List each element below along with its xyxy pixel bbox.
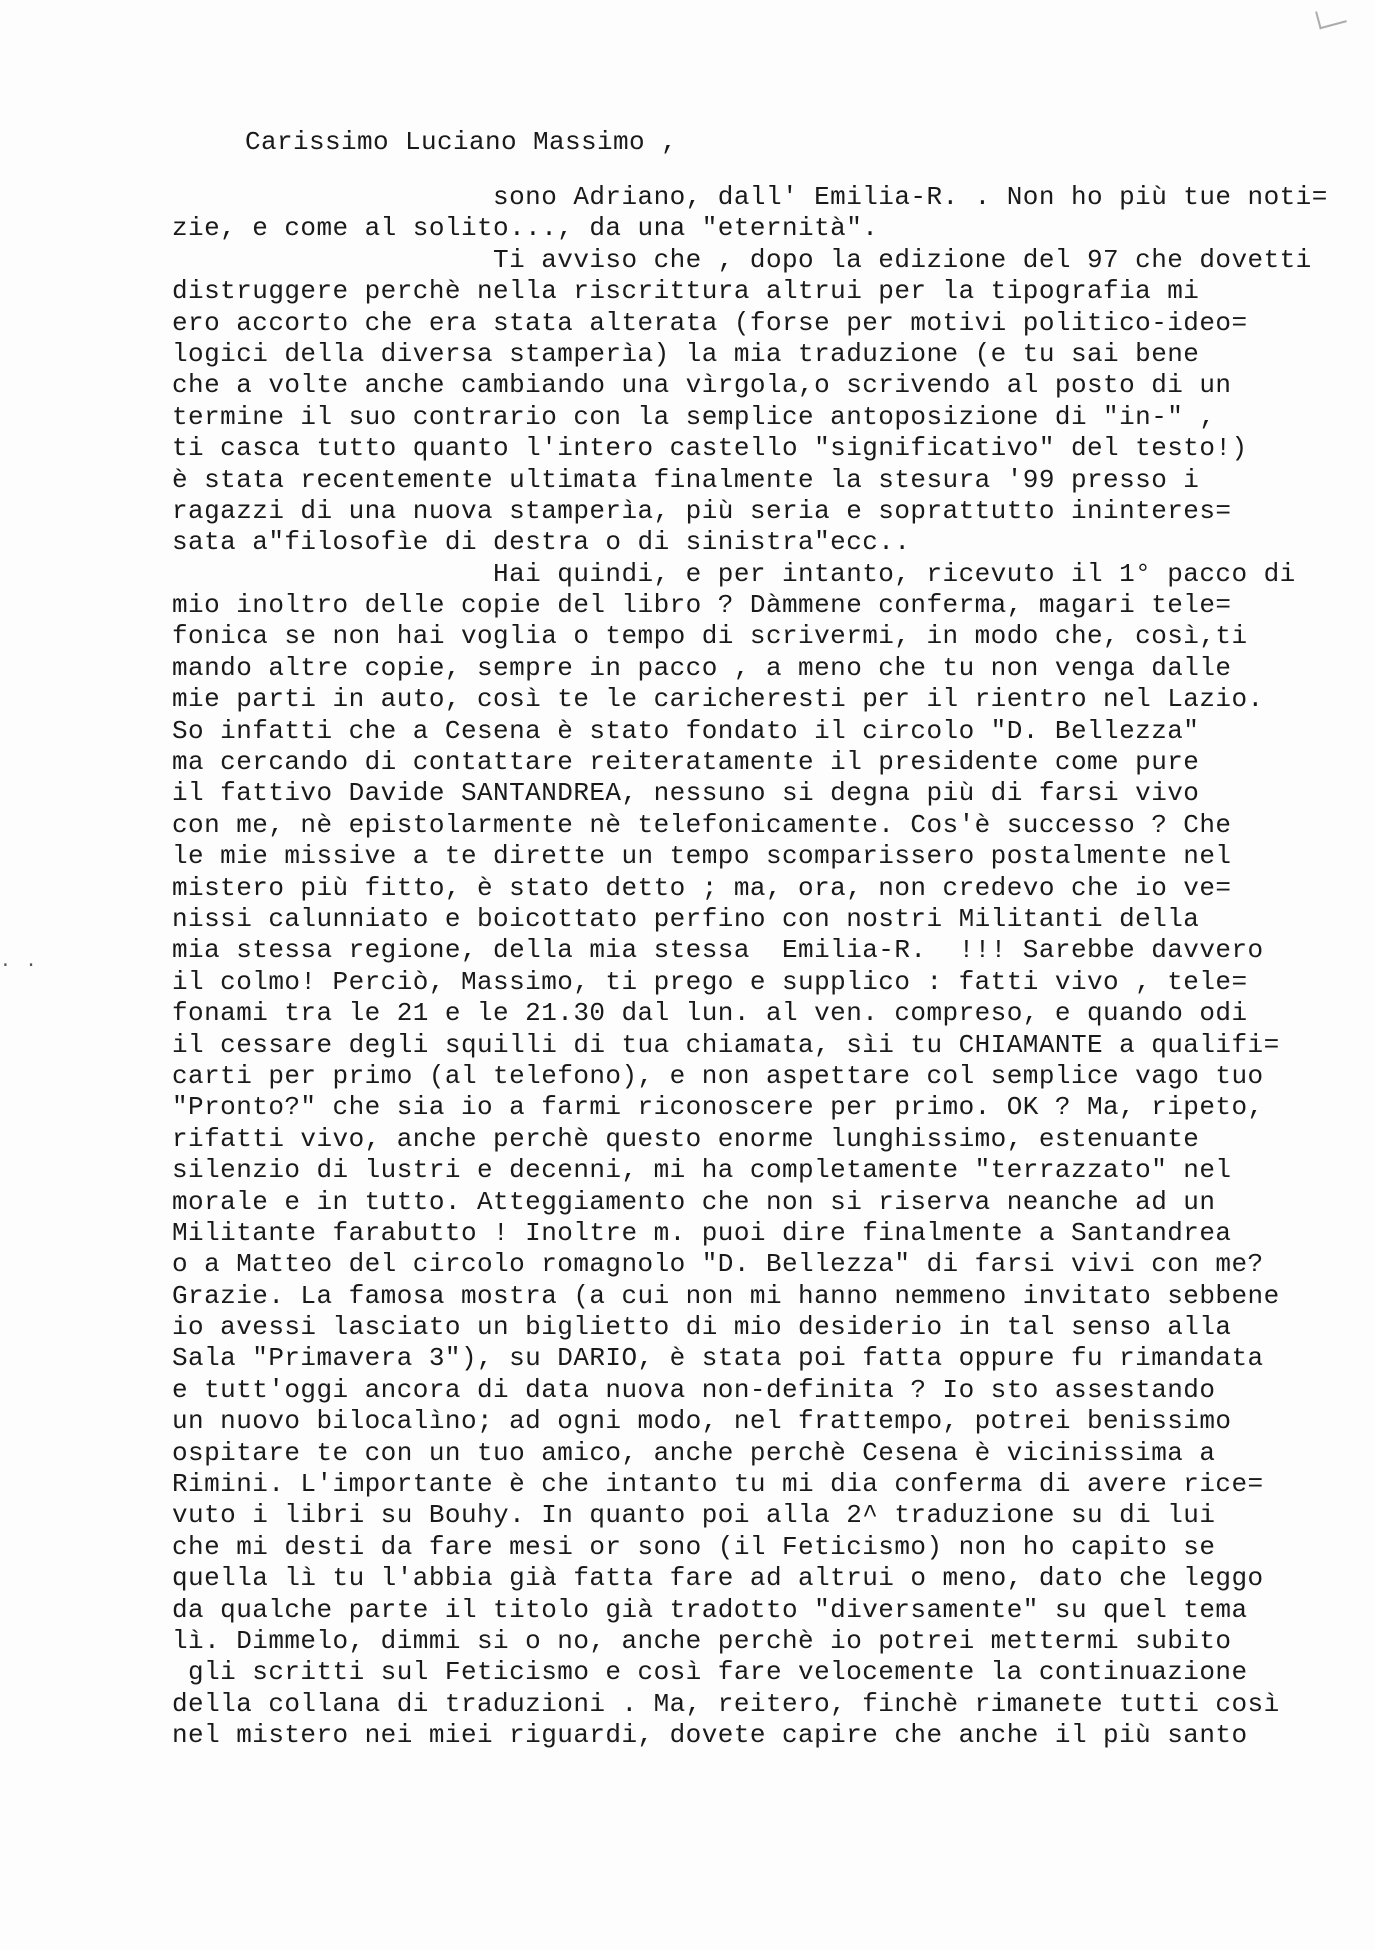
letter-lines bbox=[172, 182, 1328, 1752]
letter-line: il fattivo Davide SANTANDREA, nessuno si degna più di farsi vivo bbox=[172, 778, 1200, 809]
letter-line: nissi calunniato e boicottato perfino con nostri Militanti della bbox=[172, 903, 1200, 934]
letter-line: mio inoltro delle copie del libro ? Dàmmene conferma, magari tele= bbox=[172, 590, 1232, 621]
letter-line: ma cercando di contattare reiteratamente il presidente come pure bbox=[172, 747, 1200, 778]
letter-line: zie, e come al solito..., da una "eternità". bbox=[172, 213, 879, 244]
letter-line: le mie missive a te dirette un tempo scomparissero postalmente nel bbox=[172, 841, 1232, 872]
salutation: Carissimo Luciano Massimo , bbox=[245, 127, 678, 157]
letter-line: da qualche parte il titolo già tradotto "diversamente" su quel tema bbox=[172, 1594, 1248, 1625]
letter-line: fonami tra le 21 e le 21.30 dal lun. al ven. compreso, e quando odi bbox=[172, 998, 1248, 1029]
letter-line: ospitare te con un tuo amico, anche perchè Cesena è vicinissima a bbox=[172, 1437, 1216, 1468]
letter-line: il cessare degli squilli di tua chiamata, sìi tu CHIAMANTE a qualifi= bbox=[172, 1029, 1280, 1060]
letter-line: che a volte anche cambiando una vìrgola,o scrivendo al posto di un bbox=[172, 370, 1232, 401]
letter-line: "Pronto?" che sia io a farmi riconoscere per primo. OK ? Ma, ripeto, bbox=[172, 1092, 1264, 1123]
letter-line: è stata recentemente ultimata finalmente la stesura '99 presso i bbox=[172, 464, 1200, 495]
letter-line: che mi desti da fare mesi or sono (il Feticismo) non ho capito se bbox=[172, 1531, 1216, 1562]
letter-line: e tutt'oggi ancora di data nuova non-definita ? Io sto assestando bbox=[172, 1374, 1216, 1405]
letter-line: mie parti in auto, così te le caricheresti per il rientro nel Lazio. bbox=[172, 684, 1264, 715]
letter-line: mia stessa regione, della mia stessa Emilia-R. !!! Sarebbe davvero bbox=[172, 935, 1264, 966]
letter-line: vuto i libri su Bouhy. In quanto poi alla 2^ traduzione su di lui bbox=[172, 1500, 1216, 1531]
letter-line: distruggere perchè nella riscrittura altrui per la tipografia mi bbox=[172, 276, 1200, 307]
letter-line: ragazzi di una nuova stamperìa, più seria e soprattutto ininteres= bbox=[172, 495, 1232, 526]
letter-line: ero accorto che era stata alterata (forse per motivi politico-ideo= bbox=[172, 307, 1248, 338]
letter-line: rifatti vivo, anche perchè questo enorme lunghissimo, estenuante bbox=[172, 1123, 1200, 1154]
letter-line: io avessi lasciato un biglietto di mio desiderio in tal senso alla bbox=[172, 1312, 1232, 1343]
letter-line: sata a"filosofìe di destra o di sinistra"ecc.. bbox=[172, 527, 911, 558]
corner-pen-mark bbox=[1315, 5, 1347, 30]
margin-specks: . . bbox=[0, 950, 39, 971]
letter-line: mando altre copie, sempre in pacco , a meno che tu non venga dalle bbox=[172, 652, 1232, 683]
letter-line: Sala "Primavera 3"), su DARIO, è stata poi fatta oppure fu rimandata bbox=[172, 1343, 1264, 1374]
letter-line: termine il suo contrario con la semplice antoposizione di "in-" , bbox=[172, 401, 1216, 432]
letter-line: lì. Dimmelo, dimmi si o no, anche perchè io potrei mettermi subito bbox=[172, 1625, 1232, 1656]
letter-line: So infatti che a Cesena è stato fondato il circolo "D. Bellezza" bbox=[172, 715, 1200, 746]
letter-line: mistero più fitto, è stato detto ; ma, ora, non credevo che io ve= bbox=[172, 872, 1232, 903]
letter-line: silenzio di lustri e decenni, mi ha completamente "terrazzato" nel bbox=[172, 1155, 1232, 1186]
letter-body bbox=[172, 122, 1328, 1752]
letter-line: fonica se non hai voglia o tempo di scrivermi, in modo che, così,ti bbox=[172, 621, 1248, 652]
letter-line: della collana di traduzioni . Ma, reitero, finchè rimanete tutti così bbox=[172, 1688, 1280, 1719]
letter-line: Grazie. La famosa mostra (a cui non mi hanno nemmeno invitato sebbene bbox=[172, 1280, 1280, 1311]
letter-line: Ti avviso che , dopo la edizione del 97 che dovetti bbox=[172, 244, 1312, 275]
letter-line: un nuovo bilocalìno; ad ogni modo, nel frattempo, potrei benissimo bbox=[172, 1406, 1232, 1437]
letter-line: ti casca tutto quanto l'intero castello "significativo" del testo!) bbox=[172, 433, 1248, 464]
letter-line: morale e in tutto. Atteggiamento che non si riserva neanche ad un bbox=[172, 1186, 1216, 1217]
letter-line: il colmo! Perciò, Massimo, ti prego e supplico : fatti vivo , tele= bbox=[172, 966, 1248, 997]
letter-line: carti per primo (al telefono), e non aspettare col semplice vago tuo bbox=[172, 1060, 1264, 1091]
letter-line: gli scritti sul Feticismo e così fare velocemente la continuazione bbox=[172, 1657, 1248, 1688]
letter-line: Militante farabutto ! Inoltre m. puoi dire finalmente a Santandrea bbox=[172, 1217, 1232, 1248]
letter-line: quella lì tu l'abbia già fatta fare ad altrui o meno, dato che leggo bbox=[172, 1563, 1264, 1594]
letter-line: o a Matteo del circolo romagnolo "D. Bellezza" di farsi vivi con me? bbox=[172, 1249, 1264, 1280]
letter-line: sono Adriano, dall' Emilia-R. . Non ho più tue noti= bbox=[172, 182, 1328, 212]
letter-line: Rimini. L'importante è che intanto tu mi dia conferma di avere rice= bbox=[172, 1469, 1264, 1500]
letter-line: logici della diversa stamperìa) la mia traduzione (e tu sai bene bbox=[172, 338, 1200, 369]
letter-line: Hai quindi, e per intanto, ricevuto il 1° pacco di bbox=[172, 558, 1296, 589]
letter-line: nel mistero nei miei riguardi, dovete capire che anche il più santo bbox=[172, 1720, 1248, 1751]
letter-line: con me, nè epistolarmente nè telefonicamente. Cos'è successo ? Che bbox=[172, 809, 1232, 840]
